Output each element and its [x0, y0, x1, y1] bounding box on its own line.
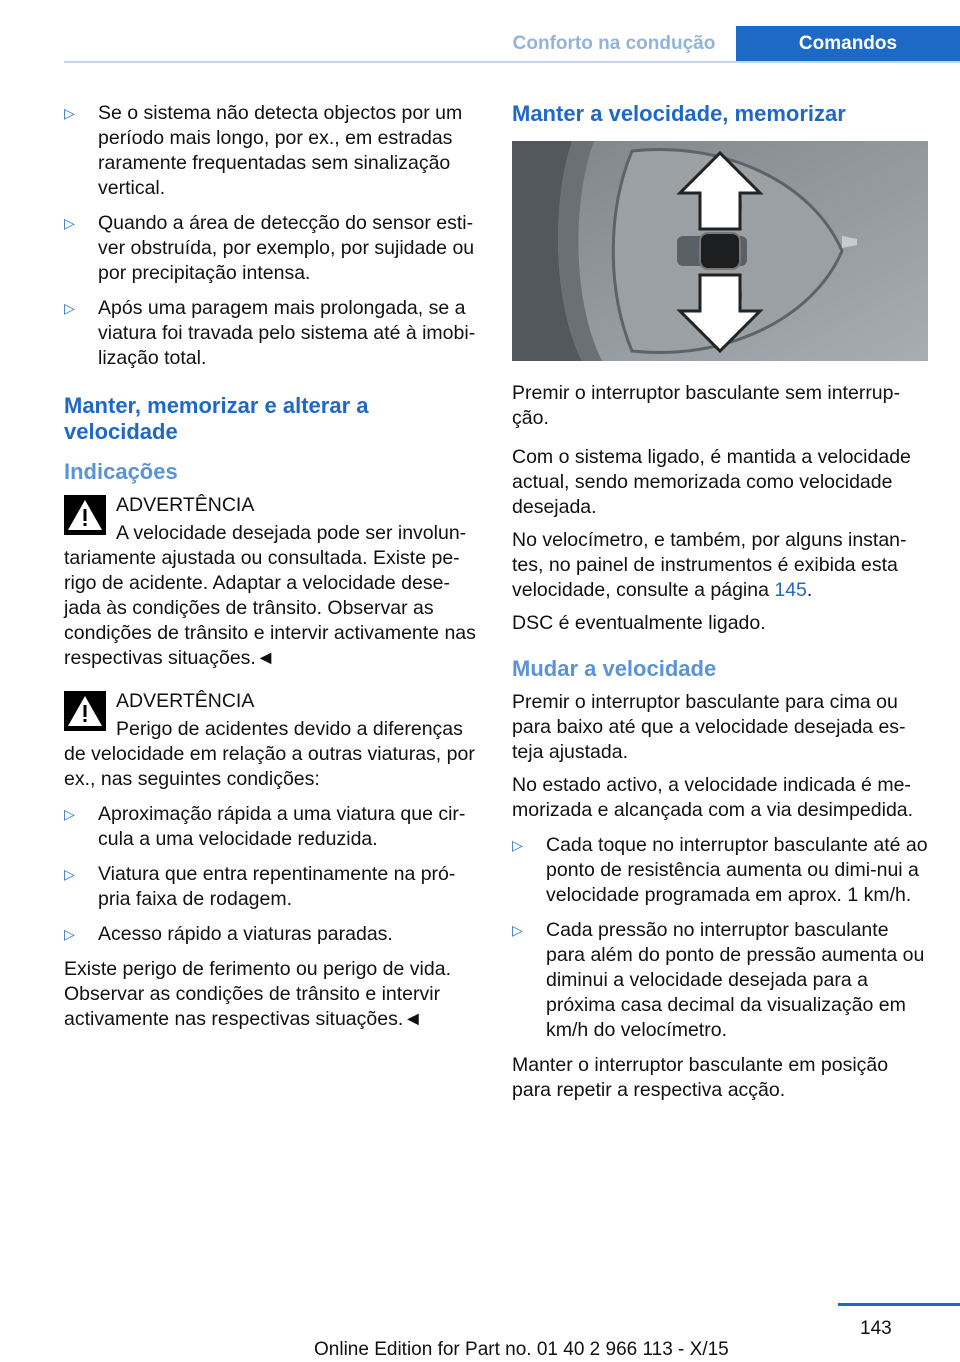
triangle-bullet-icon: ▷: [64, 866, 75, 882]
list-item-text: Acesso rápido a viaturas paradas.: [98, 923, 393, 945]
paragraph: Premir o interruptor basculante para cima ou para baixo até que a velocidade desejada es-teja ajustada.: [512, 691, 906, 763]
edition-footer: Online Edition for Part no. 01 40 2 966 113 - X/15: [314, 1339, 729, 1360]
paragraph-text: .: [806, 579, 813, 601]
warning-triangle-icon: [64, 691, 106, 731]
page-number: 143: [860, 1318, 892, 1339]
list-item: [64, 101, 478, 201]
list-item-text: Viatura que entra repentinamente na pró-pria faixa de rodagem.: [98, 863, 456, 910]
triangle-bullet-icon: ▷: [512, 837, 523, 853]
paragraph: No estado activo, a velocidade indicada é me-morizada e alcançada com a via desimpedida.: [512, 774, 914, 821]
right-column: [512, 101, 928, 1111]
warning-text: A velocidade desejada pode ser involun-tariamente ajustada ou consultada. Existe pe-rigo de acidente. Adaptar a velocidade dese-jada às condições de trânsito. Observar as condições de trânsito e intervir activamente nas respectivas situações.◄: [64, 522, 476, 669]
triangle-bullet-icon: ▷: [64, 215, 75, 231]
triangle-bullet-icon: ▷: [64, 926, 75, 942]
triangle-bullet-icon: ▷: [64, 806, 75, 822]
header-divider: [64, 61, 960, 63]
paragraph: Manter o interruptor basculante em posição para repetir a respectiva acção.: [512, 1054, 889, 1101]
warning-block: [64, 493, 478, 671]
header-section-tab[interactable]: Conforto na condução: [512, 33, 716, 54]
list-item: [512, 918, 928, 1043]
list-item: [64, 922, 478, 947]
left-column: [64, 101, 478, 1040]
subsection-heading: Mudar a velocidade: [512, 656, 717, 681]
subsection-heading: Indicações: [64, 459, 178, 484]
warning-label: ADVERTÊNCIA: [116, 690, 255, 712]
list-item: [64, 296, 478, 371]
paragraph: Com o sistema ligado, é mantida a velocidade actual, sendo memorizada como velocidade desejada.: [512, 446, 911, 518]
list-item-text: Cada toque no interruptor basculante até ao ponto de resistência aumenta ou dimi-nui a velocidade programada em aprox. 1 km/h.: [546, 834, 928, 906]
triangle-bullet-icon: ▷: [64, 300, 75, 316]
page-reference-link[interactable]: 145: [774, 579, 807, 601]
warning-triangle-icon: [64, 495, 106, 535]
list-item: [512, 833, 928, 908]
list-item-text: Se o sistema não detecta objectos por um período mais longo, por ex., em estradas raramente frequentadas sem sinalização vertical.: [98, 102, 463, 199]
triangle-bullet-icon: ▷: [512, 922, 523, 938]
list-item-text: Após uma paragem mais prolongada, se a viatura foi travada pelo sistema até à imobi-lização total.: [98, 297, 476, 369]
list-item-text: Cada pressão no interruptor basculante para além do ponto de pressão aumenta ou diminui a velocidade desejada para a próxima casa decimal da visualização em km/h do velocímetro.: [546, 919, 925, 1041]
warning-label: ADVERTÊNCIA: [116, 494, 255, 516]
closing-paragraph: Existe perigo de ferimento ou perigo de vida. Observar as condições de trânsito e intervir activamente nas respectivas situações.◄: [64, 958, 451, 1030]
list-item: [64, 802, 478, 852]
list-item: [64, 211, 478, 286]
triangle-bullet-icon: ▷: [64, 105, 75, 121]
warning-block: [64, 689, 478, 792]
header-chapter-tab[interactable]: Comandos: [736, 26, 960, 62]
list-item-text: Aproximação rápida a uma viatura que cir-cula a uma velocidade reduzida.: [98, 803, 466, 850]
paragraph: Premir o interruptor basculante sem interrup-ção.: [512, 382, 900, 429]
section-heading: Manter a velocidade, memorizar: [512, 101, 846, 126]
paragraph: [512, 528, 928, 603]
paragraph-text: No velocímetro, e também, por alguns instan-tes, no painel de instrumentos é exibida esta velocidade, consulte a página: [512, 529, 907, 601]
paragraph: DSC é eventualmente ligado.: [512, 612, 766, 634]
steering-wheel-switch-illustration: [512, 141, 928, 361]
warning-text: Perigo de acidentes devido a diferenças de velocidade em relação a outras viaturas, por ex., nas seguintes condições:: [64, 718, 475, 790]
list-item-text: Quando a área de detecção do sensor esti-ver obstruída, por exemplo, por sujidade ou por precipitação intensa.: [98, 212, 475, 284]
list-item: [64, 862, 478, 912]
section-heading: Manter, memorizar e alterar a velocidade: [64, 393, 369, 444]
footer-divider: [838, 1303, 960, 1306]
